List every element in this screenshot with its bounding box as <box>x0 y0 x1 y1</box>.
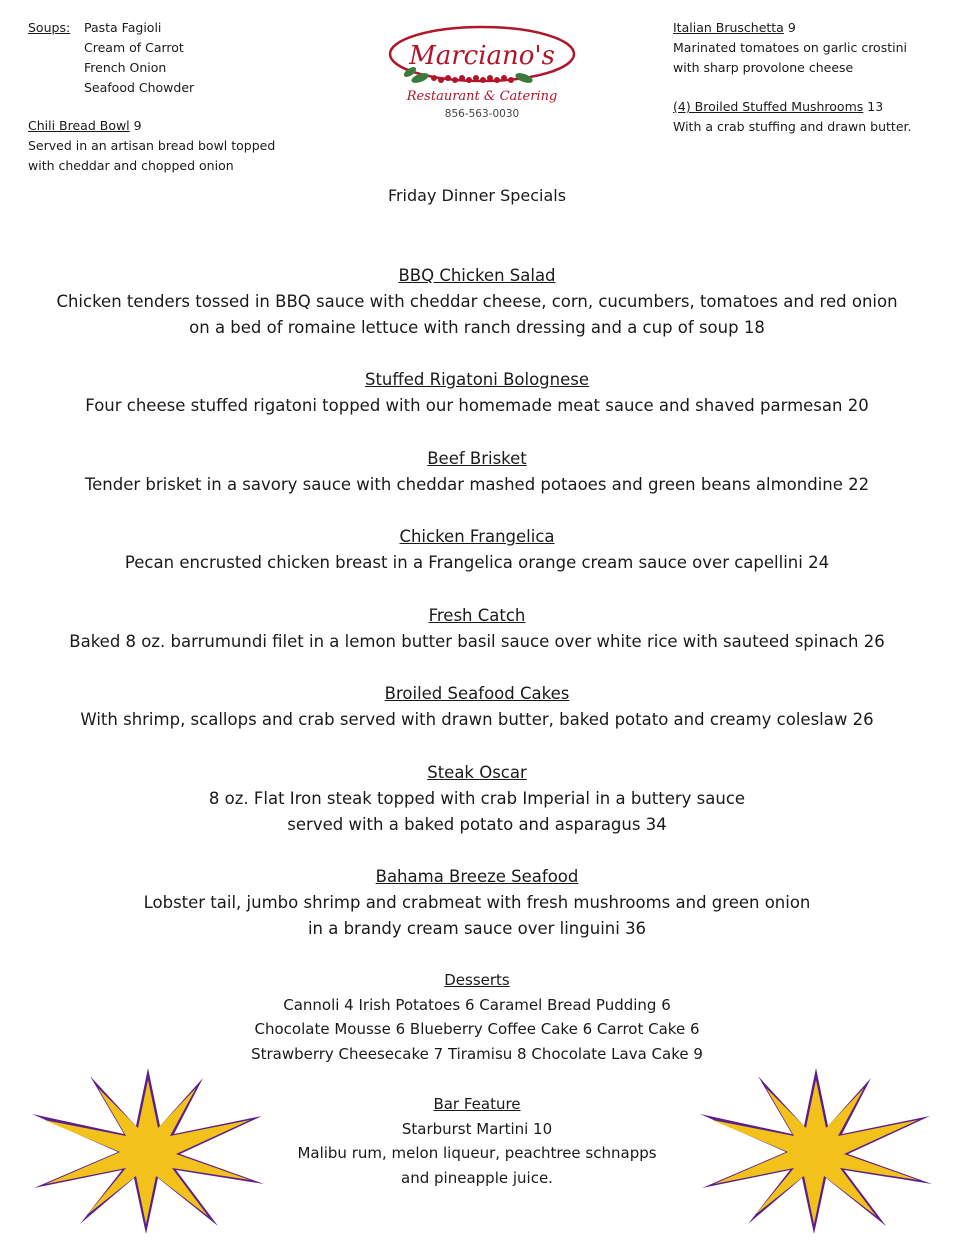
special-item <box>0 367 954 419</box>
soups-label: Soups: <box>28 20 71 35</box>
special-desc: served with a baked potato and asparagus 34 <box>287 815 667 834</box>
special-name: Steak Oscar <box>427 763 527 782</box>
soup-item: Seafood Chowder <box>84 80 195 95</box>
desserts-line: Cannoli 4 Irish Potatoes 6 Caramel Bread Pudding 6 <box>283 995 671 1014</box>
special-desc: on a bed of romaine lettuce with ranch dressing and a cup of soup 18 <box>189 318 765 337</box>
soups-list <box>84 18 194 98</box>
bar-feature-title: Bar Feature <box>433 1095 521 1113</box>
bar-drink-desc: Malibu rum, melon liqueur, peachtree schnapps <box>297 1144 657 1162</box>
special-name: Chicken Frangelica <box>399 527 555 546</box>
logo-phone: 856-563-0030 <box>444 108 520 120</box>
special-desc: Lobster tail, jumbo shrimp and crabmeat with fresh mushrooms and green onion <box>143 893 811 912</box>
special-desc: Tender brisket in a savory sauce with cheddar mashed potaoes and green beans almondine 22 <box>84 475 870 494</box>
special-name: Beef Brisket <box>427 449 527 468</box>
page-title: Friday Dinner Specials <box>387 186 567 205</box>
special-name: Bahama Breeze Seafood <box>375 867 579 886</box>
soup-item: Cream of Carrot <box>84 40 184 55</box>
special-item <box>0 681 954 733</box>
bruschetta-desc-1: Marinated tomatoes on garlic crostini <box>673 40 907 55</box>
special-item <box>0 864 954 942</box>
special-desc: in a brandy cream sauce over linguini 36 <box>307 919 647 938</box>
mushrooms-name: (4) Broiled Stuffed Mushrooms <box>673 99 864 114</box>
starburst-left-icon <box>28 1066 268 1236</box>
chili-name: Chili Bread Bowl <box>28 118 130 133</box>
desserts-title: Desserts <box>444 971 510 989</box>
special-name: BBQ Chicken Salad <box>398 266 556 285</box>
special-desc: With shrimp, scallops and crab served with drawn butter, baked potato and creamy coleslaw 26 <box>80 710 874 729</box>
bruschetta-price: 9 <box>783 20 796 35</box>
bruschetta-desc-2: with sharp provolone cheese <box>673 60 854 75</box>
special-desc: Chicken tenders tossed in BBQ sauce with cheddar cheese, corn, cucumbers, tomatoes and red onion <box>56 292 898 311</box>
special-name: Stuffed Rigatoni Bolognese <box>364 370 590 389</box>
special-desc: Four cheese stuffed rigatoni topped with our homemade meat sauce and shaved parmesan 20 <box>85 396 869 415</box>
special-name: Broiled Seafood Cakes <box>384 684 570 703</box>
bar-drink-desc: and pineapple juice. <box>401 1168 553 1187</box>
special-desc: Pecan encrusted chicken breast in a Frangelica orange cream sauce over capellini 24 <box>124 553 830 572</box>
special-desc: Baked 8 oz. barrumundi filet in a lemon butter basil sauce over white rice with sauteed spinach 26 <box>69 632 885 651</box>
bar-drink-name: Starburst Martini 10 <box>401 1119 553 1138</box>
special-item <box>0 446 954 498</box>
desserts-section <box>0 968 954 1066</box>
special-item <box>0 603 954 655</box>
soup-item: French Onion <box>84 60 167 75</box>
chili-price: 9 <box>129 118 142 133</box>
special-item <box>0 524 954 576</box>
chili-bread-bowl <box>28 116 288 176</box>
mushrooms-price: 13 <box>863 99 884 114</box>
logo-name: Marciano's <box>409 41 555 71</box>
desserts-line: Strawberry Cheesecake 7 Tiramisu 8 Chocolate Lava Cake 9 <box>251 1044 703 1063</box>
logo-tagline: Restaurant & Catering <box>406 89 558 104</box>
special-item <box>0 760 954 838</box>
chili-desc-1: Served in an artisan bread bowl topped <box>28 138 276 153</box>
special-name: Fresh Catch <box>428 606 526 625</box>
soup-item: Pasta Fagioli <box>84 20 162 35</box>
starburst-right-icon <box>696 1066 936 1236</box>
chili-desc-2: with cheddar and chopped onion <box>28 158 234 173</box>
mushrooms-desc-1: With a crab stuffing and drawn butter. <box>673 119 912 134</box>
special-item <box>0 263 954 341</box>
bruschetta-name: Italian Bruschetta <box>673 20 784 35</box>
appetizers <box>673 18 943 137</box>
desserts-line: Chocolate Mousse 6 Blueberry Coffee Cake 6 Carrot Cake 6 <box>254 1020 700 1038</box>
special-desc: 8 oz. Flat Iron steak topped with crab Imperial in a buttery sauce <box>208 789 746 808</box>
